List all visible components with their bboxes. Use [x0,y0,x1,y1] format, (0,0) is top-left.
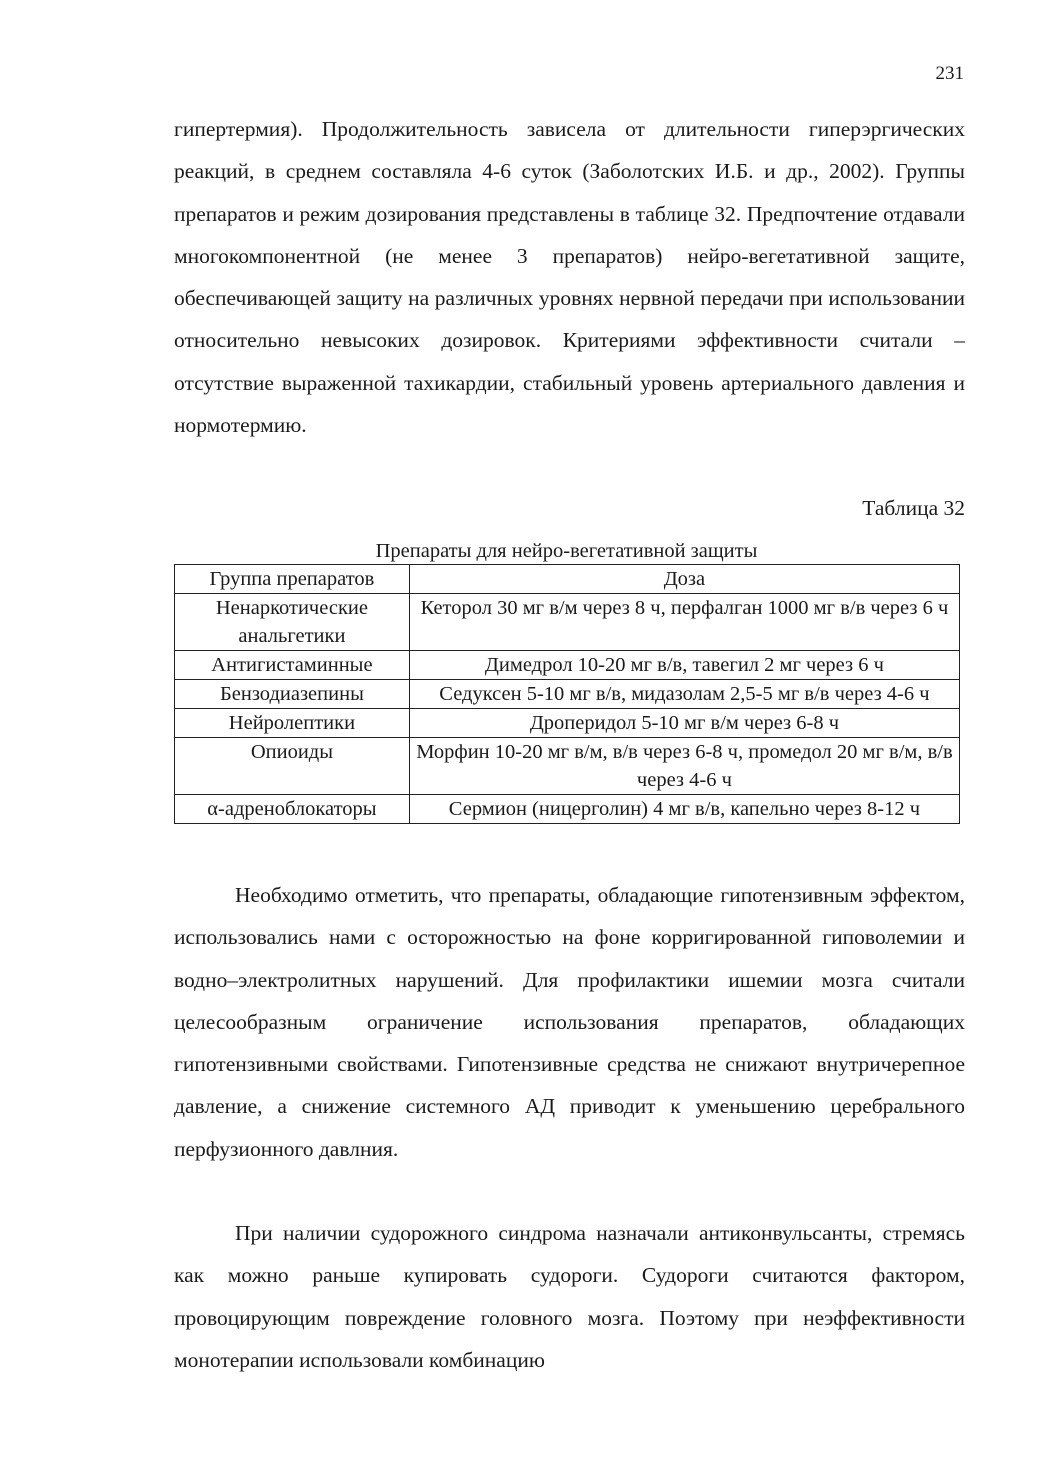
row-dose: Димедрол 10-20 мг в/в, тавегил 2 мг через 6 ч [409,651,959,680]
row-group: Опиоиды [175,738,410,795]
paragraph-seizures: При наличии судорожного синдрома назначали антиконвульсанты, стремясь как можно раньше купировать судороги. Судороги считаются фактором, провоцирующим повреждение головного мозга. Поэтому при неэффективности монотерапии использовали комбинацию [174,1221,965,1372]
row-group: Антигистаминные [175,651,410,680]
table-label: Таблица 32 [862,496,965,520]
drug-table [174,564,960,824]
table-row [175,738,960,795]
row-group: Бензодиазепины [175,680,410,709]
row-dose: Седуксен 5-10 мг в/в, мидазолам 2,5-5 мг в/в через 4-6 ч [409,680,959,709]
row-group: Ненаркотические анальгетики [175,594,410,651]
table-row [175,680,960,709]
table-row [175,651,960,680]
paragraph-hypotensive: Необходимо отметить, что препараты, обладающие гипотензивным эффектом, использовались нами с осторожностью на фоне корригированной гиповолемии и водно–электролитных нарушений. Для профилактики ишемии мозга считали целесообразным ограничение использования препаратов, обладающих гипотензивными свойствами. Гипотензивные средства не снижают внутричерепное давление, а снижение системного АД приводит к уменьшению церебрального перфузионного давлния. [174,883,965,1161]
header-group: Группа препаратов [175,565,410,594]
row-dose: Дроперидол 5-10 мг в/м через 6-8 ч [409,709,959,738]
row-group: Нейролептики [175,709,410,738]
row-dose: Морфин 10-20 мг в/м, в/в через 6-8 ч, промедол 20 мг в/м, в/в через 4-6 ч [409,738,959,795]
table-row [175,795,960,824]
table-row [175,594,960,651]
row-group: α-адреноблокаторы [175,795,410,824]
paragraph-intro: гипертермия). Продолжительность зависела от длительности гиперэргических реакций, в среднем составляла 4-6 суток (Заболотских И.Б. и др., 2002). Группы препаратов и режим дозирования представлены в таблице 32. Предпочтение отдавали многокомпонентной (не менее 3 препаратов) нейро-вегетативной защите, обеспечивающей защиту на различных уровнях нервной передачи при использовании относительно невысоких дозировок. Критериями эффективности считали – отсутствие выраженной тахикардии, стабильный уровень артериального давления и нормотермию. [174,117,965,438]
row-dose: Сермион (ницерголин) 4 мг в/в, капельно через 8-12 ч [409,795,959,824]
row-dose: Кеторол 30 мг в/м через 8 ч, перфалган 1000 мг в/в через 6 ч [409,594,959,651]
header-dose: Доза [409,565,959,594]
table-caption: Препараты для нейро-вегетативной защиты [375,540,758,562]
page-number: 231 [935,63,964,84]
table-header-row [175,565,960,594]
table-row [175,709,960,738]
